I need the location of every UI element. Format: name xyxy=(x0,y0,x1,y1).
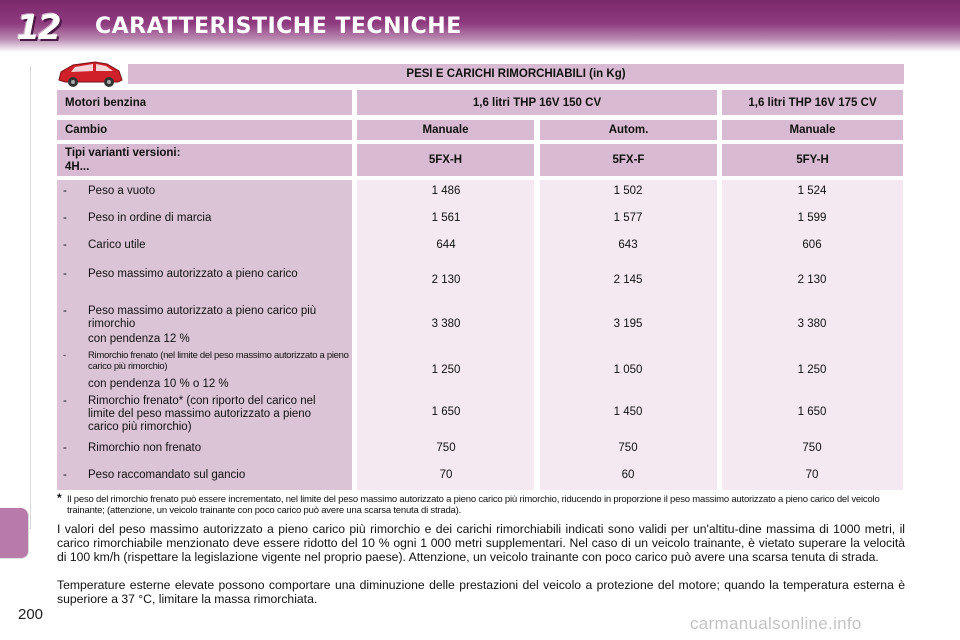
version-label: Tipi varianti versioni: xyxy=(65,147,181,159)
table-title: PESI E CARICHI RIMORCHIABILI (in Kg) xyxy=(128,64,904,84)
page-number: 200 xyxy=(18,606,44,623)
table-cell: 1 599 xyxy=(797,212,827,224)
chapter-tab[interactable] xyxy=(0,402,31,445)
gearbox-value: Manuale xyxy=(357,120,534,140)
paragraph: I valori del peso massimo autorizzato a pieno carico più rimorchio e dei carichi rimorchiabili indicati sono validi per un'altitu-dine massima di 1000 metri, il carico rimorchiabile menzionato deve essere ridotto del 10 % ogni 1 000 metri supplementari. Nel caso di un veicolo trainante, è vietato superare la velocità di 100 km/h (rispettare la legislazione vigente nel proprio paese). Attenzione, un veicolo trainante con poco carico può avere una scarsa tenuta di strada. xyxy=(57,522,905,564)
engine-label: Motori benzina xyxy=(57,90,352,115)
footnote-text: Il peso del rimorchio frenato può essere incrementato, nel limite del peso massimo autorizzato a pieno carico più rimorchio, riducendo in proporzione il peso massimo autorizzato a pieno carico del veicolo trainante; (attenzione, un veicolo trainante con poco carico può avere una scarsa tenuta di strada). xyxy=(67,494,880,516)
table-cell: 643 xyxy=(618,239,638,251)
table-cell: 1 561 xyxy=(431,212,461,224)
chapter-tab[interactable] xyxy=(0,360,31,403)
table-cell: 70 xyxy=(805,469,819,481)
chapter-tab-active[interactable] xyxy=(0,508,29,559)
chapter-tab[interactable] xyxy=(0,150,31,193)
gearbox-value: Manuale xyxy=(722,120,903,140)
row-label: - Rimorchio non frenato xyxy=(63,442,202,454)
table-cell: 1 250 xyxy=(797,364,827,376)
chapter-tab[interactable] xyxy=(0,192,31,235)
row-label: - Rimorchio frenato (nel limite del peso massimo autorizzato a pieno carico più rimorchio) con pendenza 10 % o 12 % xyxy=(63,350,349,390)
row-label: - Peso in ordine di marcia xyxy=(63,212,212,224)
chapter-number: 12 xyxy=(16,8,60,48)
table-cell: 1 650 xyxy=(797,406,827,418)
version-value: 5FY-H xyxy=(722,144,903,176)
version-label-cell xyxy=(57,144,352,176)
table-cell: 2 130 xyxy=(797,274,827,286)
table-cell: 3 380 xyxy=(431,318,461,330)
chapter-tab[interactable] xyxy=(0,108,31,151)
table-cell: 60 xyxy=(621,469,635,481)
table-cell: 3 195 xyxy=(613,318,643,330)
chapter-badge xyxy=(14,6,62,50)
row-label: - Peso raccomandato sul gancio xyxy=(63,469,246,481)
table-cell: 750 xyxy=(618,442,638,454)
row-label: - Peso massimo autorizzato a pieno carico più rimorchio con pendenza 12 % xyxy=(63,305,317,345)
page-title: CARATTERISTICHE TECNICHE xyxy=(95,14,462,39)
table-cell: 1 577 xyxy=(613,212,643,224)
table-cell: 1 250 xyxy=(431,364,461,376)
table-cell: 644 xyxy=(436,239,456,251)
row-label: - Carico utile xyxy=(63,239,146,251)
row-label: - Peso massimo autorizzato a pieno carico xyxy=(63,268,298,280)
version-value: 5FX-F xyxy=(540,144,717,176)
chapter-tabs xyxy=(0,66,32,576)
chapter-tab[interactable] xyxy=(0,276,31,319)
gearbox-value: Autom. xyxy=(540,120,717,140)
gearbox-label: Cambio xyxy=(57,120,352,140)
table-cell: 750 xyxy=(436,442,456,454)
engine-b-header: 1,6 litri THP 16V 175 CV xyxy=(722,90,903,115)
table-cell: 1 486 xyxy=(431,185,461,197)
paragraph: Temperature esterne elevate possono comportare una diminuzione delle prestazioni del veicolo a protezione del motore; quando la temperatura esterna è superiore a 37 °C, limitare la massa rimorchiata. xyxy=(57,578,905,606)
table-cell: 1 650 xyxy=(431,406,461,418)
footnote-marker: * xyxy=(57,491,62,505)
watermark: carmanualsonline.info xyxy=(690,614,862,633)
engine-a-header: 1,6 litri THP 16V 150 CV xyxy=(357,90,717,115)
table-cell: 1 050 xyxy=(613,364,643,376)
table-cell: 70 xyxy=(439,469,453,481)
chapter-tab[interactable] xyxy=(0,234,31,277)
table-cell: 1 524 xyxy=(797,185,827,197)
row-label: - Rimorchio frenato* (con riporto del carico nel limite del peso massimo autorizzato a pieno carico più rimorchio) xyxy=(63,395,316,433)
footnote xyxy=(57,491,907,516)
version-label-code: 4H... xyxy=(65,161,90,173)
table-cell: 2 130 xyxy=(431,274,461,286)
table-cell: 1 450 xyxy=(613,406,643,418)
chapter-tab[interactable] xyxy=(0,318,31,361)
table-cell: 750 xyxy=(802,442,822,454)
row-label: - Peso a vuoto xyxy=(63,185,156,197)
table-cell: 3 380 xyxy=(797,318,827,330)
chapter-tab[interactable] xyxy=(0,66,31,109)
table-cell: 606 xyxy=(802,239,822,251)
table-cell: 2 145 xyxy=(613,274,643,286)
table-cell: 1 502 xyxy=(613,185,643,197)
car-icon xyxy=(55,56,125,90)
version-value: 5FX-H xyxy=(357,144,534,176)
chapter-tab[interactable] xyxy=(0,444,31,487)
